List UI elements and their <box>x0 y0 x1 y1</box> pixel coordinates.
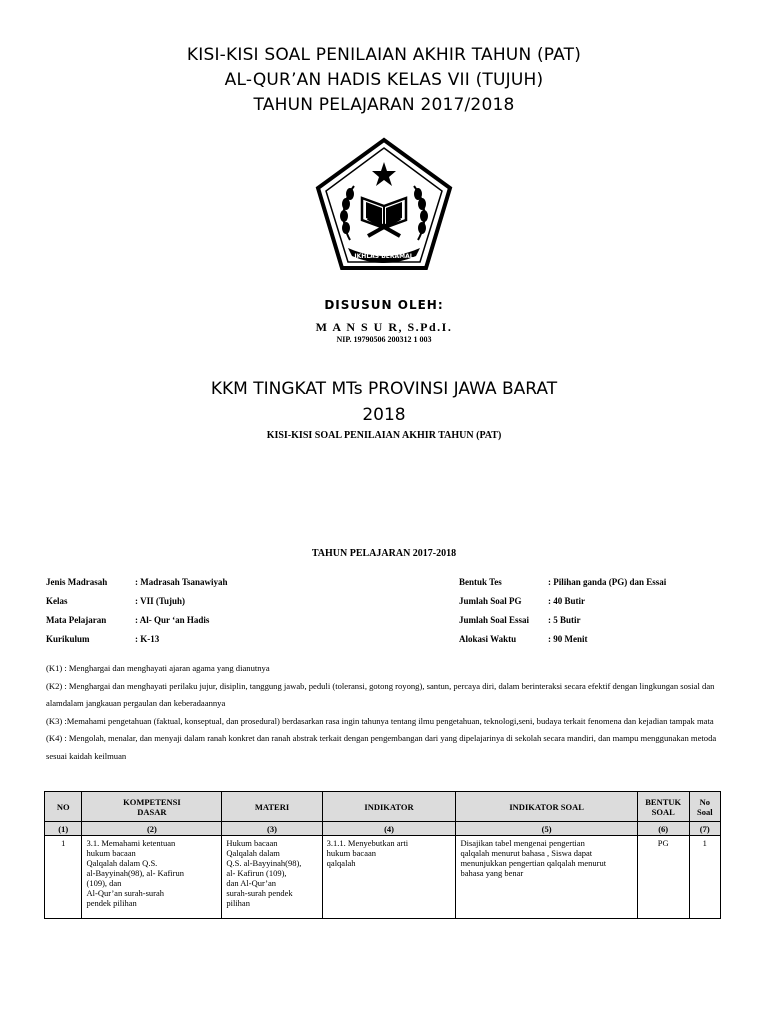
info-value: : Al- Qur ‘an Hadis <box>135 615 210 625</box>
info-row <box>459 634 728 653</box>
info-value: : Pilihan ganda (PG) dan Essai <box>548 577 667 587</box>
column-header-indikator: INDIKATOR <box>322 792 456 822</box>
info-key: Jumlah Soal PG <box>459 596 522 606</box>
author-nip: NIP. 19790506 200312 1 003 <box>336 335 432 344</box>
document-title-line1: KISI-KISI SOAL PENILAIAN AKHIR TAHUN (PAT) <box>186 45 582 65</box>
academic-year: TAHUN PELAJARAN 2017-2018 <box>311 548 457 559</box>
column-header-materi: MATERI <box>222 792 322 822</box>
table-cell: 1 <box>689 836 720 919</box>
column-header-no: NO <box>45 792 82 822</box>
info-key: Jumlah Soal Essai <box>459 615 530 625</box>
author-name: M A N S U R, S.Pd.I. <box>315 320 453 334</box>
table-cell: Disajikan tabel mengenai pengertian qalqalah menurut bahasa , Siswa dapat menunjukkan pengertian qalqalah menurut bahasa yang benar <box>456 836 637 919</box>
document-title-line3: TAHUN PELAJARAN 2017/2018 <box>253 95 515 115</box>
column-header-kompetensi: KOMPETENSI DASAR <box>82 792 222 822</box>
info-value: : 40 Butir <box>548 596 585 606</box>
info-value: : 90 Menit <box>548 634 588 644</box>
column-number: (5) <box>456 822 637 836</box>
kemenag-emblem-icon <box>312 136 456 276</box>
table-cell: Hukum bacaan Qalqalah dalam Q.S. al-Bayyinah(98), al- Kafirun (109), dan Al-Qur’an surah-surah pendek pilihan <box>222 836 322 919</box>
info-key: Bentuk Tes <box>459 577 502 587</box>
core-competencies <box>46 660 726 766</box>
info-value: : 5 Butir <box>548 615 581 625</box>
table-cell: 3.1.1. Menyebutkan arti hukum bacaan qalqalah <box>322 836 456 919</box>
org-title: KKM TINGKAT MTs PROVINSI JAWA BARAT <box>210 379 558 399</box>
competency-k3: (K3) :Memahami pengetahuan (faktual, konseptual, dan prosedural) berdasarkan rasa ingin tahunya tentang ilmu pengetahuan, teknologi,seni, budaya terkait fenomena dan kejadian tampak mata <box>46 715 714 726</box>
info-row <box>46 634 335 653</box>
info-table-left <box>46 577 335 653</box>
column-number: (4) <box>322 822 456 836</box>
column-number: (3) <box>222 822 322 836</box>
info-value: : VII (Tujuh) <box>135 596 186 606</box>
info-key: Kelas <box>46 596 68 606</box>
column-header-indikator-soal: INDIKATOR SOAL <box>456 792 637 822</box>
column-header-bentuk-soal: BENTUK SOAL <box>637 792 689 822</box>
question-grid-table <box>44 791 721 919</box>
column-number: (6) <box>637 822 689 836</box>
document-title-line2: AL-QUR’AN HADIS KELAS VII (TUJUH) <box>224 70 544 90</box>
info-row <box>46 615 335 634</box>
info-value: : K-13 <box>135 634 160 644</box>
column-header-no-soal: No Soal <box>689 792 720 822</box>
info-key: Jenis Madrasah <box>46 577 108 587</box>
info-key: Mata Pelajaran <box>46 615 107 625</box>
table-cell: 3.1. Memahami ketentuan hukum bacaan Qalqalah dalam Q.S. al-Bayyinah(98), al- Kafirun (109), dan Al-Qur’an surah-surah pendek pilihan <box>82 836 222 919</box>
info-row <box>459 615 728 634</box>
column-number: (2) <box>82 822 222 836</box>
table-row <box>45 836 721 919</box>
info-row <box>459 577 728 596</box>
info-table-right <box>459 577 728 653</box>
info-key: Alokasi Waktu <box>459 634 517 644</box>
table-cell: PG <box>637 836 689 919</box>
info-row <box>459 596 728 615</box>
table-header-row <box>45 792 721 822</box>
logo-motto: IKHLAS BERAMAL <box>354 253 414 260</box>
table-number-row <box>45 822 721 836</box>
info-key: Kurikulum <box>46 634 90 644</box>
column-number: (7) <box>689 822 720 836</box>
author-label: DISUSUN OLEH: <box>324 298 444 312</box>
info-value: : Madrasah Tsanawiyah <box>135 577 228 587</box>
info-row <box>46 577 335 596</box>
column-number: (1) <box>45 822 82 836</box>
info-row <box>46 596 335 615</box>
org-subtitle: KISI-KISI SOAL PENILAIAN AKHIR TAHUN (PAT) <box>266 430 502 441</box>
table-cell: 1 <box>45 836 82 919</box>
org-year: 2018 <box>362 405 406 425</box>
competency-k2: (K2) : Menghargai dan menghayati perilaku jujur, disiplin, tanggung jawab, peduli (toleransi, gotong royong), santun, percaya diri, dalam berinteraksi secara efektif dengan lingkungan sosial dan alamdalam jangkauan pergaulan dan keberadaannya <box>46 680 715 709</box>
competency-k4: (K4) : Mengolah, menalar, dan menyaji dalam ranah konkret dan ranah abstrak terkait dengan pengembangan dari yang dipelajarinya di sekolah secara mandiri, dan mampu menggunakan metoda sesuai kaidah keilmuan <box>46 733 717 761</box>
competency-k1: (K1) : Menghargai dan menghayati ajaran agama yang dianutnya <box>46 663 270 673</box>
